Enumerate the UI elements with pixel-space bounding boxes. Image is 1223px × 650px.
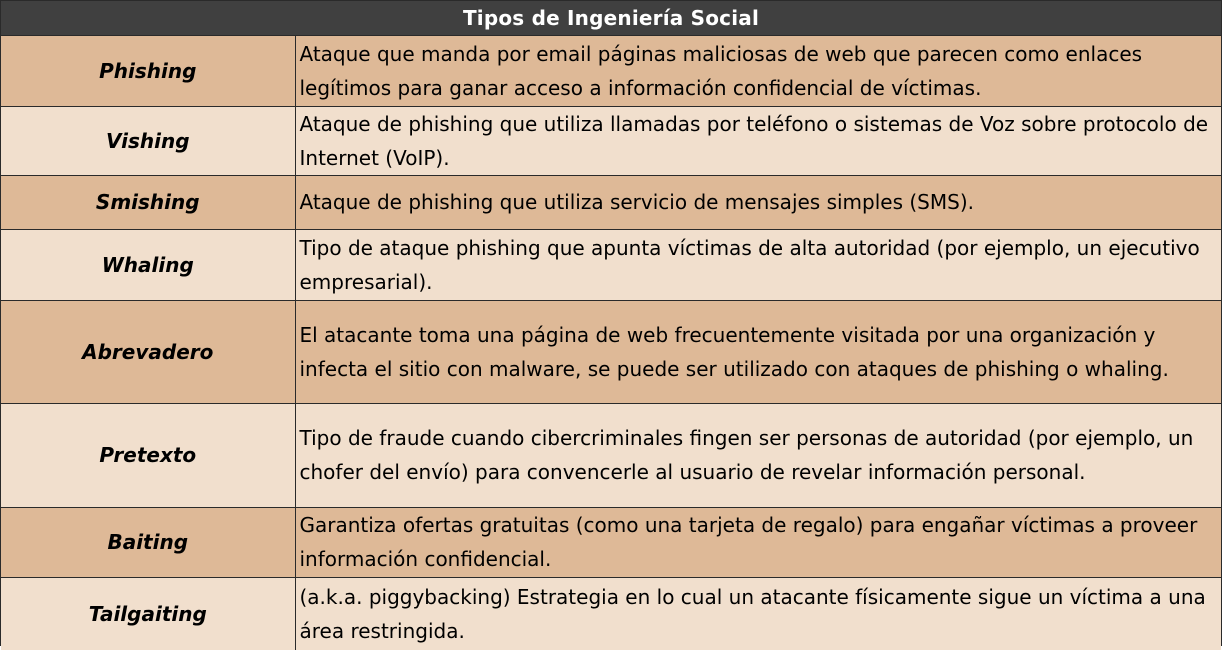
term-cell: Abrevadero <box>1 300 295 403</box>
definition-cell: Ataque de phishing que utiliza llamadas por teléfono o sistemas de Voz sobre protocolo de Internet (VoIP). <box>295 106 1221 175</box>
table-row <box>1 507 1221 577</box>
term-cell: Phishing <box>1 36 295 106</box>
types-table <box>1 36 1221 650</box>
definition-cell: (a.k.a. piggybacking) Estrategia en lo cual un atacante físicamente sigue un víctima a una área restringida. <box>295 577 1221 650</box>
definition-cell: Ataque que manda por email páginas maliciosas de web que parecen como enlaces legítimos para ganar acceso a información confidencial de víctimas. <box>295 36 1221 106</box>
term-cell: Baiting <box>1 507 295 577</box>
term-cell: Vishing <box>1 106 295 175</box>
table-row <box>1 403 1221 507</box>
term-cell: Tailgaiting <box>1 577 295 650</box>
term-cell: Whaling <box>1 229 295 300</box>
table-row <box>1 36 1221 106</box>
definition-cell: Ataque de phishing que utiliza servicio de mensajes simples (SMS). <box>295 175 1221 229</box>
definition-cell: El atacante toma una página de web frecuentemente visitada por una organización y infecta el sitio con malware, se puede ser utilizado con ataques de phishing o whaling. <box>295 300 1221 403</box>
term-cell: Pretexto <box>1 403 295 507</box>
definition-cell: Tipo de fraude cuando cibercriminales fingen ser personas de autoridad (por ejemplo, un chofer del envío) para convencerle al usuario de revelar información personal. <box>295 403 1221 507</box>
table-row <box>1 300 1221 403</box>
table-row <box>1 175 1221 229</box>
table-row <box>1 229 1221 300</box>
definition-cell: Garantiza ofertas gratuitas (como una tarjeta de regalo) para engañar víctimas a proveer información confidencial. <box>295 507 1221 577</box>
term-cell: Smishing <box>1 175 295 229</box>
table-row <box>1 577 1221 650</box>
definition-cell: Tipo de ataque phishing que apunta víctimas de alta autoridad (por ejemplo, un ejecutivo empresarial). <box>295 229 1221 300</box>
table-row <box>1 106 1221 175</box>
table-title: Tipos de Ingeniería Social <box>1 0 1221 36</box>
